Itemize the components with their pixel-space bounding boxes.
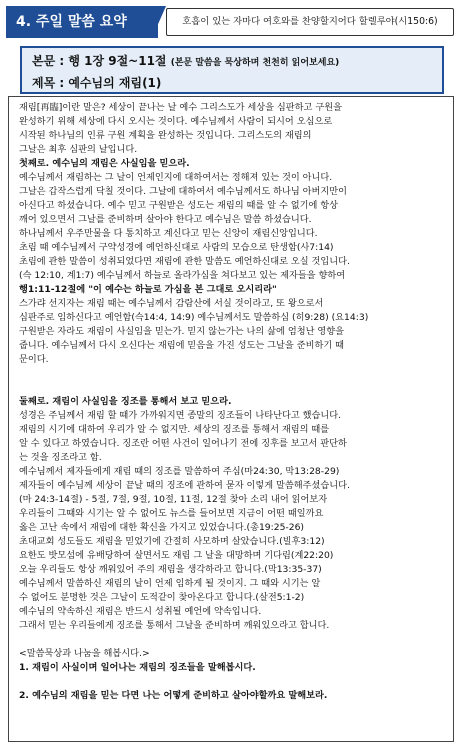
body-line: 그날은 최후 심판의 날입니다. [19, 144, 138, 155]
body-line: 하나님께서 우주만물을 다 통치하고 계신다고 믿는 신앙이 재림신앙입니다. [19, 228, 318, 239]
body-line: 완성하기 위해 세상에 다시 오시는 것이다. 예수님께서 사람이 되시어 오심으로 [19, 116, 333, 127]
body-line: 첫째로. 예수님의 재림은 사실임을 믿으라. [19, 158, 190, 169]
body-line: 예수님께서 제자들에게 재림 때의 징조를 말씀하여 주심(마24:30, 막13:28-29) [19, 466, 340, 477]
body-line: 초대교회 성도들도 재림을 믿었기에 간절히 사모하며 살았습니다.(빌후3:12) [19, 536, 325, 547]
body-line: 그날은 갑작스럽게 닥칠 것이다. 그날에 대하여서 예수님께서도 하나님 아버지만이 [19, 186, 348, 197]
body-line: 알 수 있다고 하였습니다. 징조란 어떤 사건이 일어나기 전에 징후를 보고서 판단하 [19, 438, 347, 449]
passage-box [20, 46, 444, 94]
body-line: 문이다. [19, 354, 49, 365]
body-line: 예수님의 약속하신 재림은 반드시 성취될 예언에 약속입니다. [19, 606, 262, 617]
body-line: 깨어 있으면서 그날를 준비하며 살아야 한다고 예수님은 말씀 하셨습니다. [19, 214, 312, 225]
body-line: 시작된 하나님의 인류 구원 계획을 완성하는 것입니다. 그리스도의 재림의 [19, 130, 312, 141]
body-line: 수 없어도 분명한 것은 그날이 도적같이 찾아온다고 합니다.(살전5:1-2) [19, 592, 305, 603]
body-line: 예수님께서 재림하는 그 날이 언제인지에 대하여서는 정해져 있는 것이 아니다. [19, 172, 333, 183]
body-line: 성경은 주님께서 재림 할 때가 가까워지면 종말의 징조들이 나타난다고 했습니다. [19, 410, 342, 421]
sermon-body [8, 96, 454, 742]
body-line: 우리들이 그때와 시기는 알 수 없어도 뉴스를 들어보면 지금이 어떤 때일까요 [19, 508, 324, 519]
body-line: <말씀묵상과 나눔을 해봅시다.> [19, 648, 150, 659]
passage-ref [32, 51, 432, 73]
verse-box: 호흡이 있는 자마다 여호와를 찬양할지어다 할렐루야(시150:6) [166, 8, 454, 36]
body-line: 아신다고 하셨습니다. 예수 믿고 구원받은 성도는 재림의 때를 알 수 없기에 항상 [19, 200, 339, 211]
body-line: 2. 예수님의 재림을 믿는 다면 나는 어떻게 준비하고 살아야할까요 말해보라. [19, 690, 328, 701]
body-line: 요한도 밧모섬에 유배당하여 살면서도 재림 그 날을 대망하며 기다림(계22:20) [19, 550, 334, 561]
body-line: 재림의 시기에 대하여 우리가 알 수 없지만. 세상의 징조를 통해서 재림의 때를 [19, 424, 330, 435]
body-line: (마 24:3-14절) - 5절, 7절, 9절, 10절, 11절, 12절 찾아 소리 내어 읽어보자 [19, 494, 328, 505]
sermon-title: 제목 : 예수님의 재림(1) [32, 76, 162, 90]
blank-line [19, 367, 443, 381]
body-line: 둘째로. 재림이 사실임을 징조를 통해서 보고 믿으라. [19, 396, 232, 407]
passage-ref-text: 본문 : 행 1장 9절~11절 [32, 54, 167, 68]
body-line: 는 것을 징조라고 함. [19, 452, 102, 463]
section-header [6, 6, 454, 38]
body-line: 행1:11-12절에 "이 예수는 하늘로 가심을 본 그대로 오시리라" [19, 284, 277, 295]
body-line: 재림[再臨]이란 말은? 세상이 끝나는 날 예수 그리스도가 세상을 심판하고 구원을 [19, 102, 342, 113]
blank-line [19, 675, 443, 689]
blank-line [19, 381, 443, 395]
section-label-bevel [152, 6, 166, 38]
passage-ref-note: (본문 말씀을 묵상하며 천천히 읽어보세요) [170, 58, 340, 68]
body-line: 예수님께서 말씀하신 재림의 날이 언제 임하게 될 것이지. 그 때와 시기는 알 [19, 578, 321, 589]
body-line: (슥 12:10, 계1:7) 예수님께서 하늘로 올라가심을 쳐다보고 있는 제자들을 향하여 [19, 270, 346, 281]
blank-line [19, 633, 443, 647]
body-line: 초림에 관한 말씀이 성취되었다면 재림에 관한 말씀도 예언하신대로 오실 것입니다. [19, 256, 350, 267]
body-line: 구원받은 자라도 재림이 사실임을 믿는가. 믿지 않는가는 나의 삶에 엄청난 영향을 [19, 326, 345, 337]
body-line: 스가랴 선지자는 재림 때는 예수님께서 감람산에 서실 것이라고, 또 왕으로서 [19, 298, 324, 309]
body-line: 제자들이 예수님께 세상이 끝날 때의 징조에 관하여 묻자 이렇게 말씀해주셨습니다. [19, 480, 350, 491]
body-line: 옳은 고난 속에서 재림에 대한 확신을 가지고 있었습니다.(총19:25-26) [19, 522, 305, 533]
body-line: 심판주로 임하신다고 예언함(슥14:4, 14:9) 예수님께서도 말씀하심 (히9:28) (요14:3) [19, 312, 369, 323]
body-line: 줍니다. 예수님께서 다시 오신다는 재림에 믿음을 가진 성도는 그날을 준비하기 때 [19, 340, 345, 351]
body-line: 초림 때 예수님께서 구약성경에 예언하신대로 사람의 모습으로 탄생함(사7:14) [19, 242, 334, 253]
body-line: 1. 재림이 사실이며 일어나는 재림의 징조들을 말해봅시다. [19, 662, 256, 673]
body-line: 그래서 믿는 우리들에게 징조를 통해서 그날을 준비하며 깨워있으라고 합니다. [19, 620, 330, 631]
section-label: 4. 주일 말씀 요약 [6, 6, 158, 38]
body-line: 오늘 우리들도 항상 깨워있어 주의 재림을 생각하라고 합니다.(막13:35-37) [19, 564, 322, 575]
